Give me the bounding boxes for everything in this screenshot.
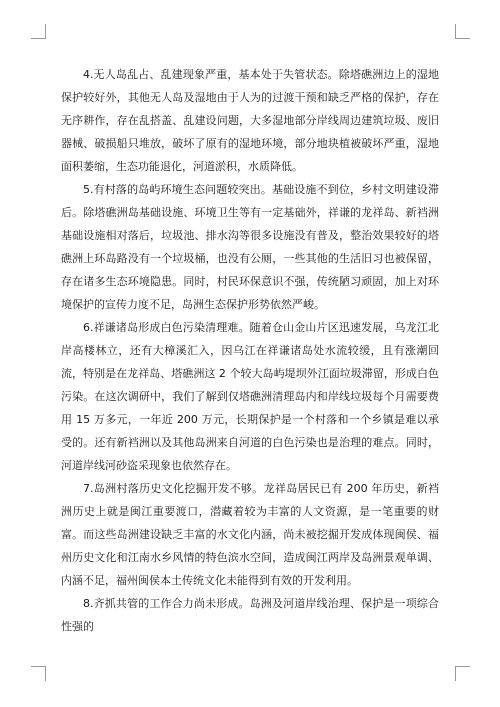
crop-mark-top-left [31,24,46,39]
crop-mark-bottom-right [455,666,470,681]
paragraph-item-4: 4.无人岛乱占、乱建现象严重，基本处于失管状态。除塔礁洲边上的湿地保护较好外，其他无人岛及湿地由于人为的过渡干预和缺乏严格的保护，存在无序耕作，存在乱搭盖、乱建设问题，大多湿地部分岸线周边建筑垃圾、废旧器械、破损船只堆放，破坏了原有的湿地环境，部分地块植被破坏严重，湿地面积萎缩，生态功能退化，河道淤积，水质降低。 [61,68,439,173]
crop-mark-bottom-left [31,666,46,681]
paragraph-item-6: 6.祥谦诸岛形成白色污染清理难。随着仓山金山片区迅速发展，乌龙江北岸高楼林立，还有大樟溪汇入，因乌江在祥谦诸岛处水流较缓，且有涨潮回流，特别是在龙祥岛、塔礁洲这 2 个较大岛屿堤坝外江面垃圾滞留，形成白色污染。在这次调研中，我们了解到仅塔礁洲清理岛内和岸线垃圾每个月需要费用 15 万多元，一年近 200 万元，长期保护是一个村落和一个乡镇是难以承受的。还有新裆洲以及其他岛洲来自河道的白色污染也是治理的难点。同时，河道岸线河砂盗采现象也依然存在。 [61,321,439,472]
document-body [61,63,439,638]
paragraph-item-8: 8.齐抓共管的工作合力尚未形成。岛洲及河道岸线治理、保护是一项综合性强的 [61,597,439,633]
paragraph-item-5: 5.有村落的岛屿环境生态问题较突出。基础设施不到位，乡村文明建设滞后。除塔礁洲岛基础设施、环境卫生等有一定基础外，祥谦的龙祥岛、新裆洲基础设施相对落后，垃圾池、排水沟等很多设施没有普及，整治效果较好的塔礁洲上环岛路没有一个垃圾桶，也没有公厕，一些其他的生活旧习也被保留，存在诸多生态环境隐患。同时，村民环保意识不强，传统陋习顽固，加上对环境保护的宣传力度不足，岛洲生态保护形势依然严峻。 [61,183,439,311]
crop-mark-top-right [455,24,470,39]
paragraph-item-7: 7.岛洲村落历史文化挖掘开发不够。龙祥岛居民已有 200 年历史，新裆洲历史上就是闽江重要渡口，潜藏着较为丰富的人文资源，是一笔重要的财富。而这些岛洲建设缺乏丰富的水文化内涵，尚未被挖掘开发成体现闽侯、福州历史文化和江南水乡风情的特色滨水空间，造成闽江两岸及岛洲景观单调、内涵不足，福州闽侯本土传统文化未能得到有效的开发利用。 [61,482,439,587]
